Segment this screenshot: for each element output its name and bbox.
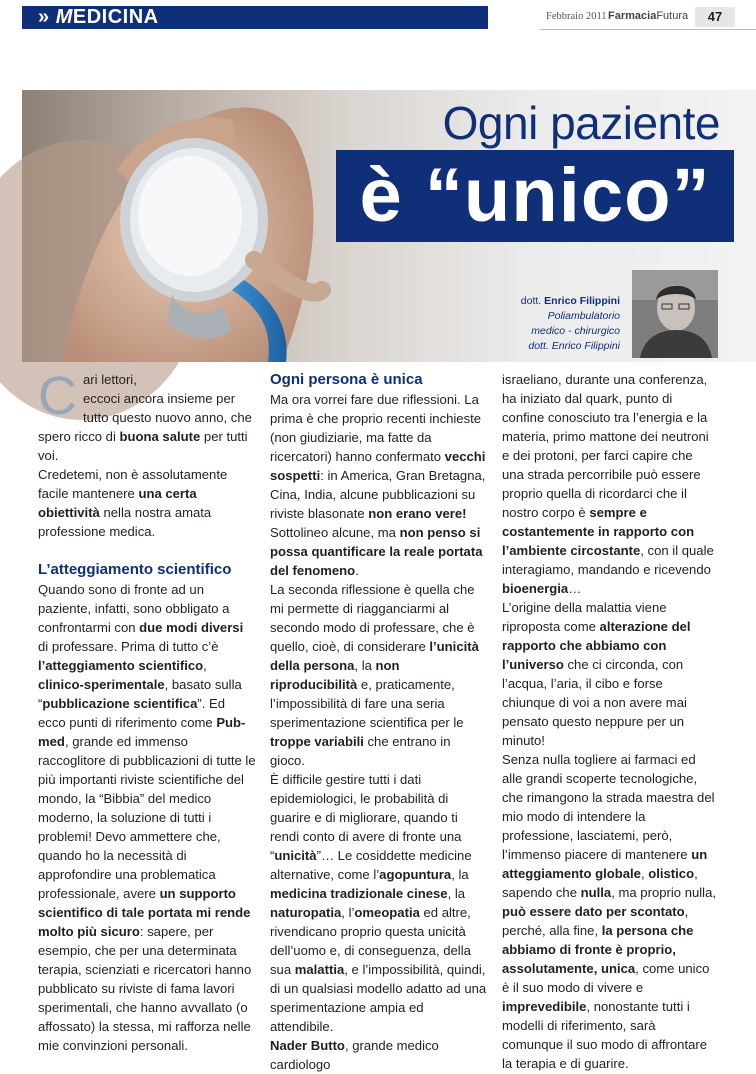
- text-run: , nonostante tutti i modelli di riferimento, sarà comunque il suo modo di affrontare la terapia e di guarire.: [502, 999, 708, 1071]
- paragraph: [38, 465, 256, 541]
- paragraph: [38, 580, 256, 1055]
- text-run: ”… Le cosiddette medicine alternative, come l’: [270, 848, 472, 882]
- magazine-name-bold: Farmacia: [608, 10, 657, 22]
- bold-text: olistico: [648, 866, 695, 881]
- bold-text: l’unicità della persona: [270, 639, 479, 673]
- section-header: [22, 6, 488, 29]
- bold-text: sempre e costantemente in rapporto con l’ambiente circostante: [502, 505, 695, 558]
- bold-text: omeopatia: [354, 905, 420, 920]
- text-run: , grande medico cardiologo: [270, 1038, 439, 1072]
- bold-text: vecchi sospetti: [270, 449, 486, 483]
- text-run: , ma proprio nulla,: [611, 885, 717, 900]
- paragraph: [502, 750, 718, 1073]
- bold-text: non penso si possa quantificare la reale portata del fenomeno: [270, 525, 483, 578]
- bold-text: agopuntura: [379, 867, 452, 882]
- paragraph: [270, 580, 488, 770]
- issue-date: Febbraio 2011: [546, 11, 607, 22]
- text-run: ed altre, rivendicano proprio questa unicità dell’uomo e, di conseguenza, della sua: [270, 905, 471, 977]
- text-run: ,: [203, 658, 207, 673]
- magazine-name-rest: Futura: [656, 10, 689, 22]
- text-run: di professare. Prima di tutto c’è: [38, 639, 219, 654]
- author-byline: [462, 294, 620, 354]
- bold-text: Nader Butto: [270, 1038, 345, 1053]
- bold-text: una certa obiettività: [38, 486, 197, 520]
- text-run: , la: [354, 658, 376, 673]
- author-prefix: dott.: [520, 295, 545, 307]
- text-run: , l’: [341, 905, 355, 920]
- text-run: : in America, Gran Bretagna, Cina, India, alcune pubblicazioni su riviste blasonate: [270, 468, 486, 521]
- author-caption-2: medico - chirurgico: [531, 325, 620, 337]
- text-run: .: [355, 563, 359, 578]
- text-run: , basato sulla “: [38, 677, 242, 711]
- text-run: , la: [451, 867, 469, 882]
- bold-text: due modi diversi: [139, 620, 244, 635]
- bold-text: pubblicazione scientifica: [42, 696, 198, 711]
- paragraph: [502, 598, 718, 750]
- text-run: L’origine della malattia viene riproposta come: [502, 600, 667, 634]
- paragraph: [270, 390, 488, 580]
- paragraph: [270, 770, 488, 1036]
- bold-text: malattia: [294, 962, 345, 977]
- text-run: ”. Ed ecco punti di riferimento come: [38, 696, 226, 730]
- text-column-3: [502, 370, 718, 1073]
- text-run: , sapendo che: [502, 866, 698, 900]
- bold-text: può essere dato per scontato: [502, 904, 685, 919]
- author-photo: [632, 270, 718, 358]
- text-run: La seconda riflessione è quella che mi permette di riagganciarmi al secondo modo di professare, che è quello, cioè, di considerare: [270, 582, 475, 654]
- bold-text: non erano vere!: [368, 506, 467, 521]
- author-name: [462, 294, 620, 309]
- text-run: : sapere, per esempio, che per una determinata terapia, scienziati e ricercatori hanno pubblicato su riviste di fama lavori sperimentali, che hanno avvallato (o affossato) la stessa, mi rafforza nelle mie convinzioni personali.: [38, 924, 252, 1053]
- text-run: che ci circonda, con l’acqua, l’aria, il cibo e forse chiunque di voi a non avere mai pensato questo neppure per un minuto!: [502, 657, 687, 748]
- drop-cap: C: [38, 366, 77, 426]
- author-name-text: Enrico Filippini: [544, 295, 620, 307]
- text-run: , grande ed immenso raccoglitore di pubblicazioni di tutte le più importanti riviste scientifiche del mondo, la “Bibbia” del medico moderno, la soluzione di tutti i problemi! Devo ammettere che, quando ho la necessità di approfondire una problematica professionale, avere: [38, 734, 256, 901]
- text-run: È difficile gestire tutti i dati epidemiologici, le probabilità di guarire e di migliorare, quando ti rendi conto di avere di fronte una “: [270, 772, 462, 863]
- text-run: , con il quale interagiamo, mandando e ricevendo: [502, 543, 714, 577]
- text-run: israeliano, durante una conferenza, ha iniziato dal quark, punto di confine conosciuto tra l’energia e la materia, primo mattone dei neutroni e dei protoni, per farci capire che una strada percorribile può essere proprio quella di ricordarci che il nostro corpo è: [502, 372, 709, 520]
- text-run: , la: [447, 886, 466, 901]
- text-run: eccoci ancora insieme per tutto questo nuovo anno, che spero ricco di: [38, 391, 252, 444]
- bold-text: la persona che abbiamo di fronte è proprio, assolutamente, unica: [502, 923, 694, 976]
- bold-text: medicina tradizionale cinese: [270, 886, 448, 901]
- text-run: Credetemi, non è assolutamente facile mantenere: [38, 467, 228, 501]
- page-number: 47: [695, 7, 735, 27]
- bold-text: buona salute: [119, 429, 201, 444]
- bold-text: un supporto scientifico di tale portata mi rende molto più sicuro: [38, 886, 251, 939]
- text-column-1: [38, 366, 256, 1055]
- magazine-name: [608, 10, 688, 22]
- text-run: Sottolineo alcune, ma: [270, 525, 400, 540]
- section-prefix: »: [38, 6, 56, 28]
- bold-text: Pub-med: [38, 715, 246, 749]
- text-run: ,: [640, 866, 649, 881]
- text-run: nella nostra amata professione medica.: [38, 505, 212, 539]
- text-column-2: [270, 370, 488, 1074]
- author-caption-1: Poliambulatorio: [547, 310, 620, 322]
- text-run: e, praticamente, l’impossibilità di fare una seria sperimentazione scientifica per le: [270, 677, 464, 730]
- article-title-line1: Ogni paziente: [442, 97, 720, 149]
- bold-text: un atteggiamento globale: [502, 847, 708, 881]
- section-heading: L’atteggiamento scientifico: [38, 561, 232, 578]
- bold-text: non riproducibilità: [270, 658, 400, 692]
- section-name: EDICINA: [72, 6, 159, 28]
- section-initial: M: [55, 6, 73, 28]
- bold-text: imprevedibile: [502, 999, 587, 1014]
- text-run: Ma ora vorrei fare due riflessioni. La prima è che proprio recenti inchieste (non giudiziarie, ma fatte da ricercatori) hanno confermato: [270, 392, 482, 464]
- bold-text: nulla: [580, 885, 612, 900]
- text-run: , come unico è il suo modo di vivere e: [502, 961, 710, 995]
- article-title-line2: è “unico”: [359, 153, 711, 238]
- paragraph: [270, 1036, 488, 1074]
- text-run: Quando sono di fronte ad un paziente, infatti, sono obbligato a confrontarmi con: [38, 582, 230, 635]
- bold-text: bioenergia: [502, 581, 569, 596]
- bold-text: l’atteggiamento scientifico: [38, 658, 204, 673]
- author-caption-3: dott. Enrico Filippini: [528, 340, 620, 352]
- text-run: Senza nulla togliere ai farmaci ed alle grandi scoperte tecnologiche, che rimangono la strada maestra del mio modo di intendere la professione, lasciatemi, però, l’immenso piacere di mantenere: [502, 752, 715, 862]
- text-run: , e l’impossibilità, quindi, di un qualsiasi modello adatto ad una sperimentazione ampia ed attendibile.: [270, 962, 487, 1034]
- text-run: che entrano in gioco.: [270, 734, 451, 768]
- header-divider: [540, 29, 756, 30]
- bold-text: alterazione del rapporto che abbiamo con l’universo: [502, 619, 691, 672]
- text-run: ari lettori,: [83, 372, 137, 387]
- paragraph: [502, 370, 718, 598]
- bold-text: unicità: [274, 848, 317, 863]
- author-portrait-icon: [632, 270, 718, 358]
- bold-text: clinico-sperimentale: [38, 677, 165, 692]
- section-heading: Ogni persona è unica: [270, 371, 423, 388]
- text-run: , perché, alla fine,: [502, 904, 689, 938]
- text-run: …: [568, 581, 582, 596]
- text-run: per tutti voi.: [38, 429, 248, 463]
- bold-text: naturopatia: [270, 905, 342, 920]
- bold-text: troppe variabili: [270, 734, 364, 749]
